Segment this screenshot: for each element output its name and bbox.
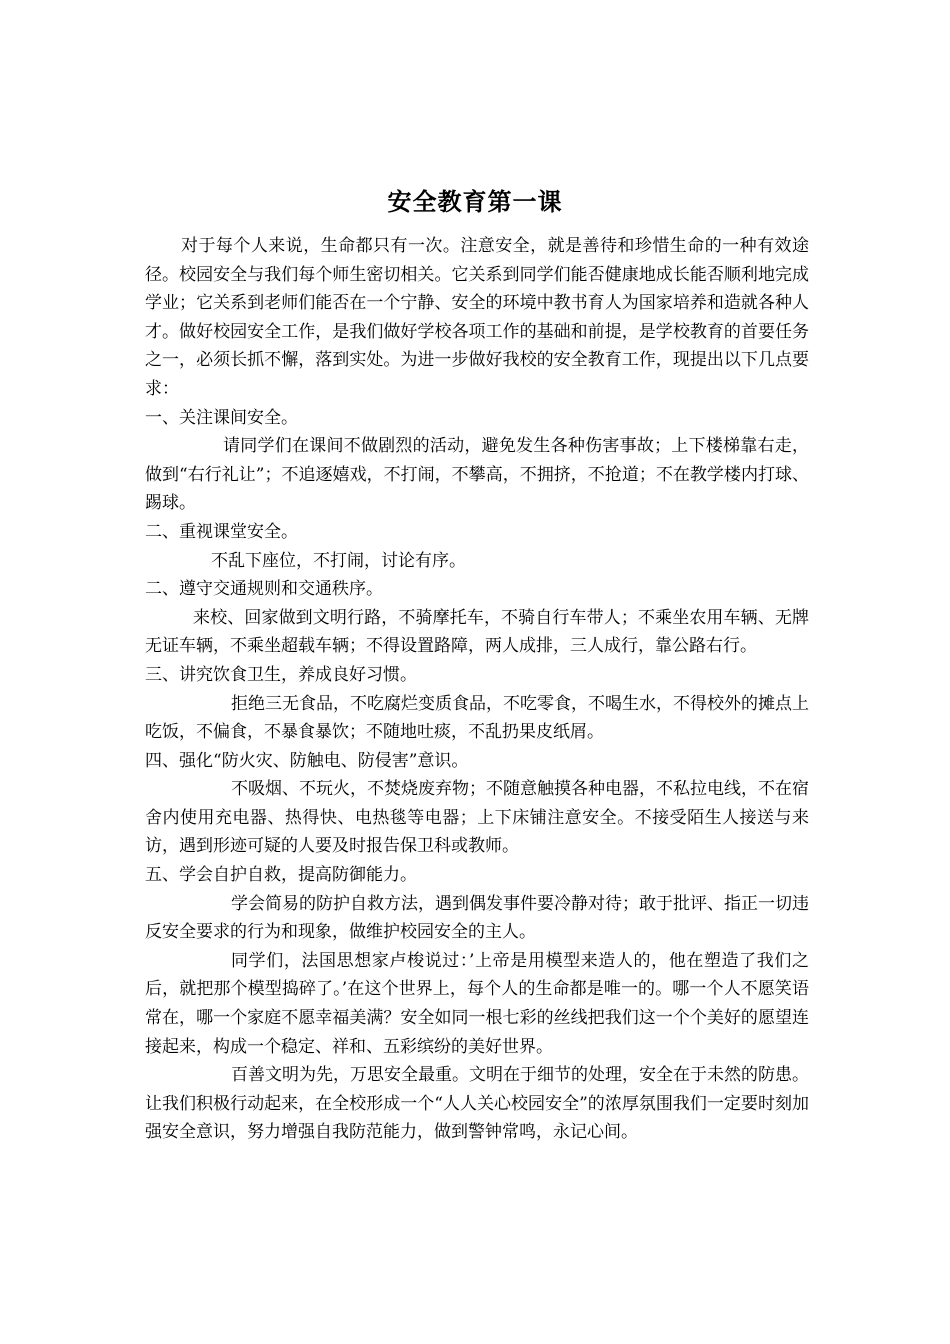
section-text-4: 拒绝三无食品，不吃腐烂变质食品，不吃零食，不喝生水，不得校外的摊点上吃饭，不偏食，不暴食暴饮；不随地吐痰，不乱扔果皮纸屑。 [145, 693, 809, 743]
section-text-1: 请同学们在课间不做剧烈的活动，避免发生各种伤害事故；上下楼梯靠右走，做到“右行礼让”；不追逐嬉戏，不打闹，不攀高，不拥挤，不抢道；不在教学楼内打球、踢球。 [145, 436, 809, 514]
section-text-3: 来校、回家做到文明行路，不骑摩托车，不骑自行车带人；不乘坐农用车辆、无牌无证车辆，不乘坐超载车辆；不得设置路障，两人成排，三人成行，靠公路右行。 [145, 607, 809, 657]
section-heading-1: 一、关注课间安全。 [145, 407, 298, 428]
section-text-2: 不乱下座位，不打闹，讨论有序。 [211, 550, 466, 571]
closing-paragraph-2: 百善文明为先，万思安全最重。文明在于细节的处理，安全在于未然的防患。让我们积极行动起来，在全校形成一个“人人关心校园安全”的浓厚氛围我们一定要时刻加强安全意识，努力增强自我防范能力，做到警钟常鸣，永记心间。 [145, 1065, 809, 1143]
section-heading-6: 五、学会自护自救，提高防御能力。 [145, 865, 417, 886]
section-heading-5: 四、强化“防火灾、防触电、防侵害”意识。 [145, 750, 469, 771]
section-heading-4: 三、讲究饮食卫生，养成良好习惯。 [145, 664, 417, 685]
section-heading-2: 二、重视课堂安全。 [145, 521, 298, 542]
section-heading-3: 二、遵守交通规则和交通秩序。 [145, 579, 383, 600]
section-text-6: 学会简易的防护自救方法，遇到偶发事件要冷静对待；敢于批评、指正一切违反安全要求的行为和现象，做维护校园安全的主人。 [145, 893, 809, 943]
document-body [145, 232, 809, 1147]
document-title: 安全教育第一课 [387, 187, 563, 216]
closing-paragraph-1: 同学们，法国思想家卢梭说过：’上帝是用模型来造人的，他在塑造了我们之后，就把那个模型捣碎了。’在这个世界上，每个人的生命都是唯一的。哪一个人不愿笑语常在，哪一个家庭不愿幸福美满？安全如同一根七彩的丝线把我们这一个个美好的愿望连接起来，构成一个稳定、祥和、五彩缤纷的美好世界。 [145, 950, 809, 1057]
intro-paragraph: 对于每个人来说，生命都只有一次。注意安全，就是善待和珍惜生命的一种有效途径。校园安全与我们每个师生密切相关。它关系到同学们能否健康地成长能否顺利地完成学业；它关系到老师们能否在一个宁静、安全的环境中教书育人为国家培养和造就各种人才。做好校园安全工作，是我们做好学校各项工作的基础和前提，是学校教育的首要任务之一，必须长抓不懈，落到实处。为进一步做好我校的安全教育工作，现提出以下几点要求： [145, 236, 809, 399]
section-text-5: 不吸烟、不玩火，不焚烧废弃物；不随意触摸各种电器，不私拉电线，不在宿舍内使用充电器、热得快、电热毯等电器；上下床铺注意安全。不接受陌生人接送与来访，遇到形迹可疑的人要及时报告保卫科或教师。 [145, 779, 809, 857]
